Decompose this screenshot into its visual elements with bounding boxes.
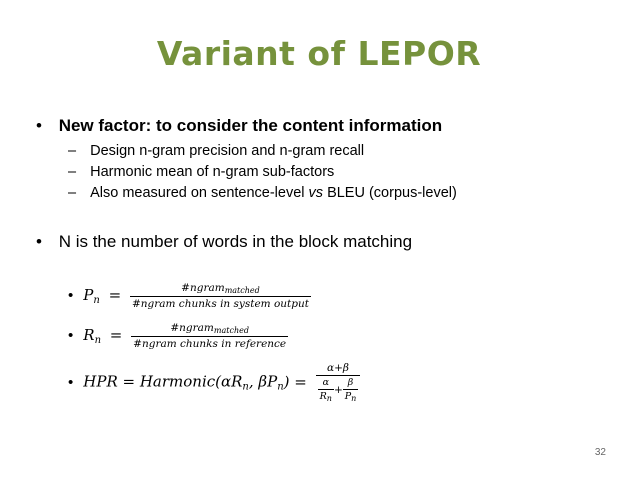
bullet-1: [36, 116, 442, 136]
slide-title: Variant of LEPOR: [156, 34, 482, 73]
bullet-dot: •: [36, 232, 42, 251]
formula-pn: • $P_n$ = $\frac{\text{\#ngrammatched}}{\text{\#ngram chunks in system output}}$: [68, 282, 309, 310]
bullet-dot: •: [36, 116, 42, 135]
sub-item-text: Design n-gram precision and n-gram recall: [90, 143, 365, 159]
bullet-2: [36, 232, 412, 252]
sub-item-text: Also measured on sentence-level vs BLEU (corpus-level): [90, 185, 457, 201]
dash-icon: –: [68, 143, 77, 159]
bullet-dot: •: [68, 287, 74, 304]
formula-hpr: • HPR = $Harmonic(\alpha R_n$, $\beta P_n$) = α+β $\frac{\alpha}{R_n}$ + $\frac{\beta}{P_n}$: [68, 362, 360, 403]
page-number: 32: [594, 447, 606, 458]
dash-icon: –: [68, 185, 77, 201]
fraction: α+β $\frac{\alpha}{R_n}$ + $\frac{\beta}{P_n}$: [316, 362, 361, 403]
fraction: $\frac{\text{\#ngrammatched}}{\text{\#ngram chunks in system output}}$: [131, 282, 309, 310]
formula-rn: • $R_n$ = $\frac{\text{\#ngrammatched}}{\text{\#ngram chunks in reference}}$: [68, 322, 287, 350]
sub-item: [68, 185, 457, 201]
sub-item: [68, 143, 364, 159]
sub-item-text: Harmonic mean of n-gram sub-factors: [90, 164, 335, 180]
dash-icon: –: [68, 164, 77, 180]
sub-item: [68, 164, 334, 180]
bullet-dot: •: [68, 373, 74, 391]
bullet-1-text: New factor: to consider the content information: [58, 116, 443, 135]
fraction: $\frac{\text{\#ngrammatched}}{\text{\#ngram chunks in reference}}$: [133, 322, 287, 350]
bullet-2-text: N is the number of words in the block matching: [58, 232, 413, 251]
bullet-dot: •: [68, 327, 74, 344]
